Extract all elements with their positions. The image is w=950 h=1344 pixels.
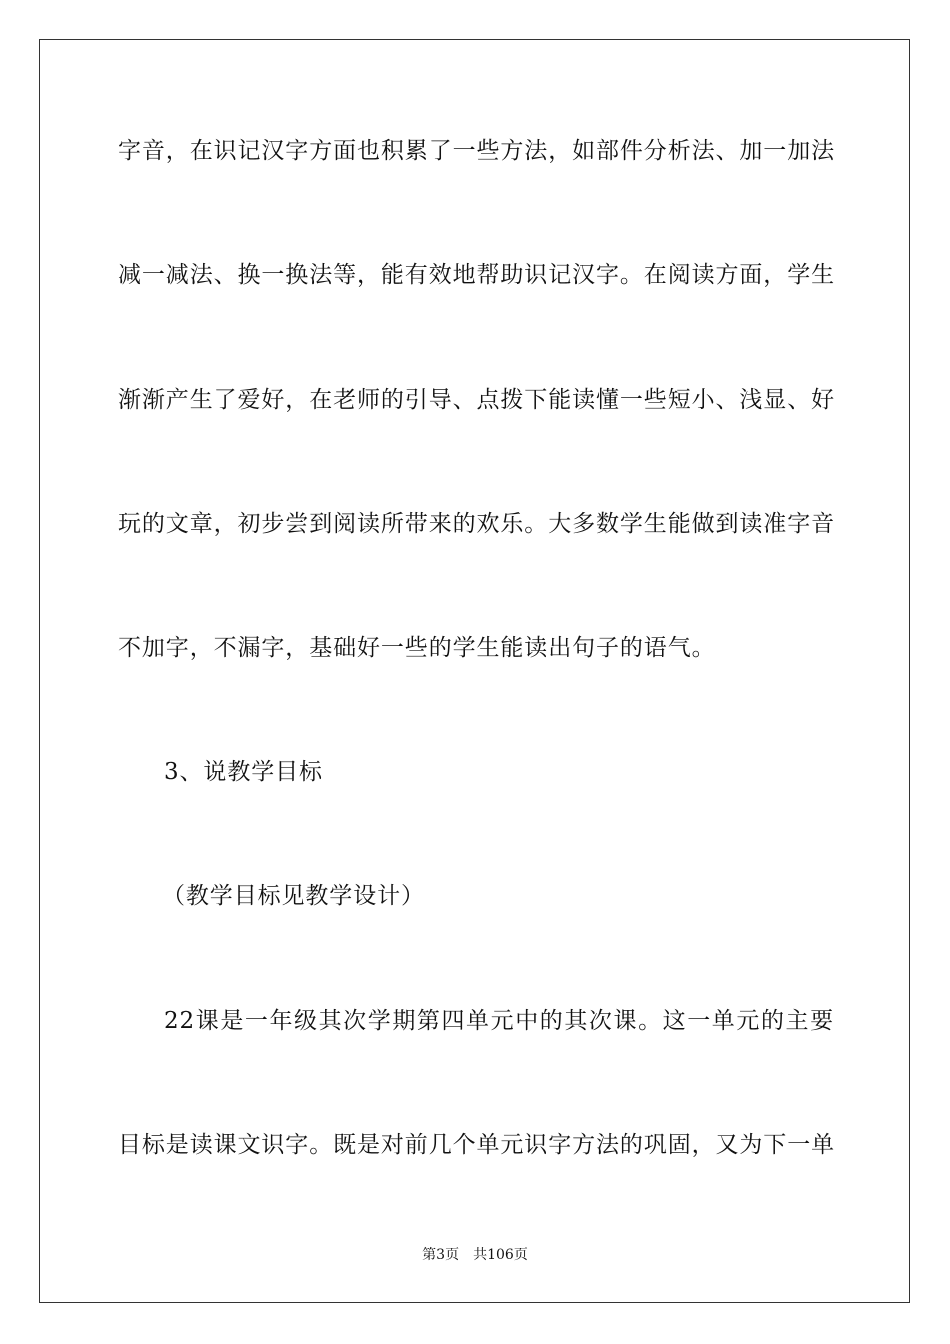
- page-number: 第3页: [422, 1247, 460, 1263]
- body-line-3: 渐渐产生了爱好，在老师的引导、点拨下能读懂一些短小、浅显、好: [118, 387, 835, 413]
- body-line-1: 字音，在识记汉字方面也积累了一些方法，如部件分析法、加一加法: [118, 138, 835, 164]
- total-pages: 共106页: [473, 1247, 528, 1263]
- body-line-7: 目标是读课文识字。既是对前几个单元识字方法的巩固，又为下一单: [118, 1132, 835, 1158]
- body-line-2: 减一减法、换一换法等，能有效地帮助识记汉字。在阅读方面，学生: [118, 262, 835, 288]
- body-line-5: 不加字，不漏字，基础好一些的学生能读出句子的语气。: [118, 635, 716, 661]
- body-line-4: 玩的文章，初步尝到阅读所带来的欢乐。大多数学生能做到读准字音: [118, 511, 835, 537]
- body-line-6: 22课是一年级其次学期第四单元中的其次课。这一单元的主要: [164, 1008, 834, 1034]
- page-footer: [0, 1246, 950, 1264]
- section-note: （教学目标见教学设计）: [162, 883, 425, 909]
- page-border: [39, 39, 910, 1303]
- section-heading: 3、说教学目标: [164, 759, 323, 785]
